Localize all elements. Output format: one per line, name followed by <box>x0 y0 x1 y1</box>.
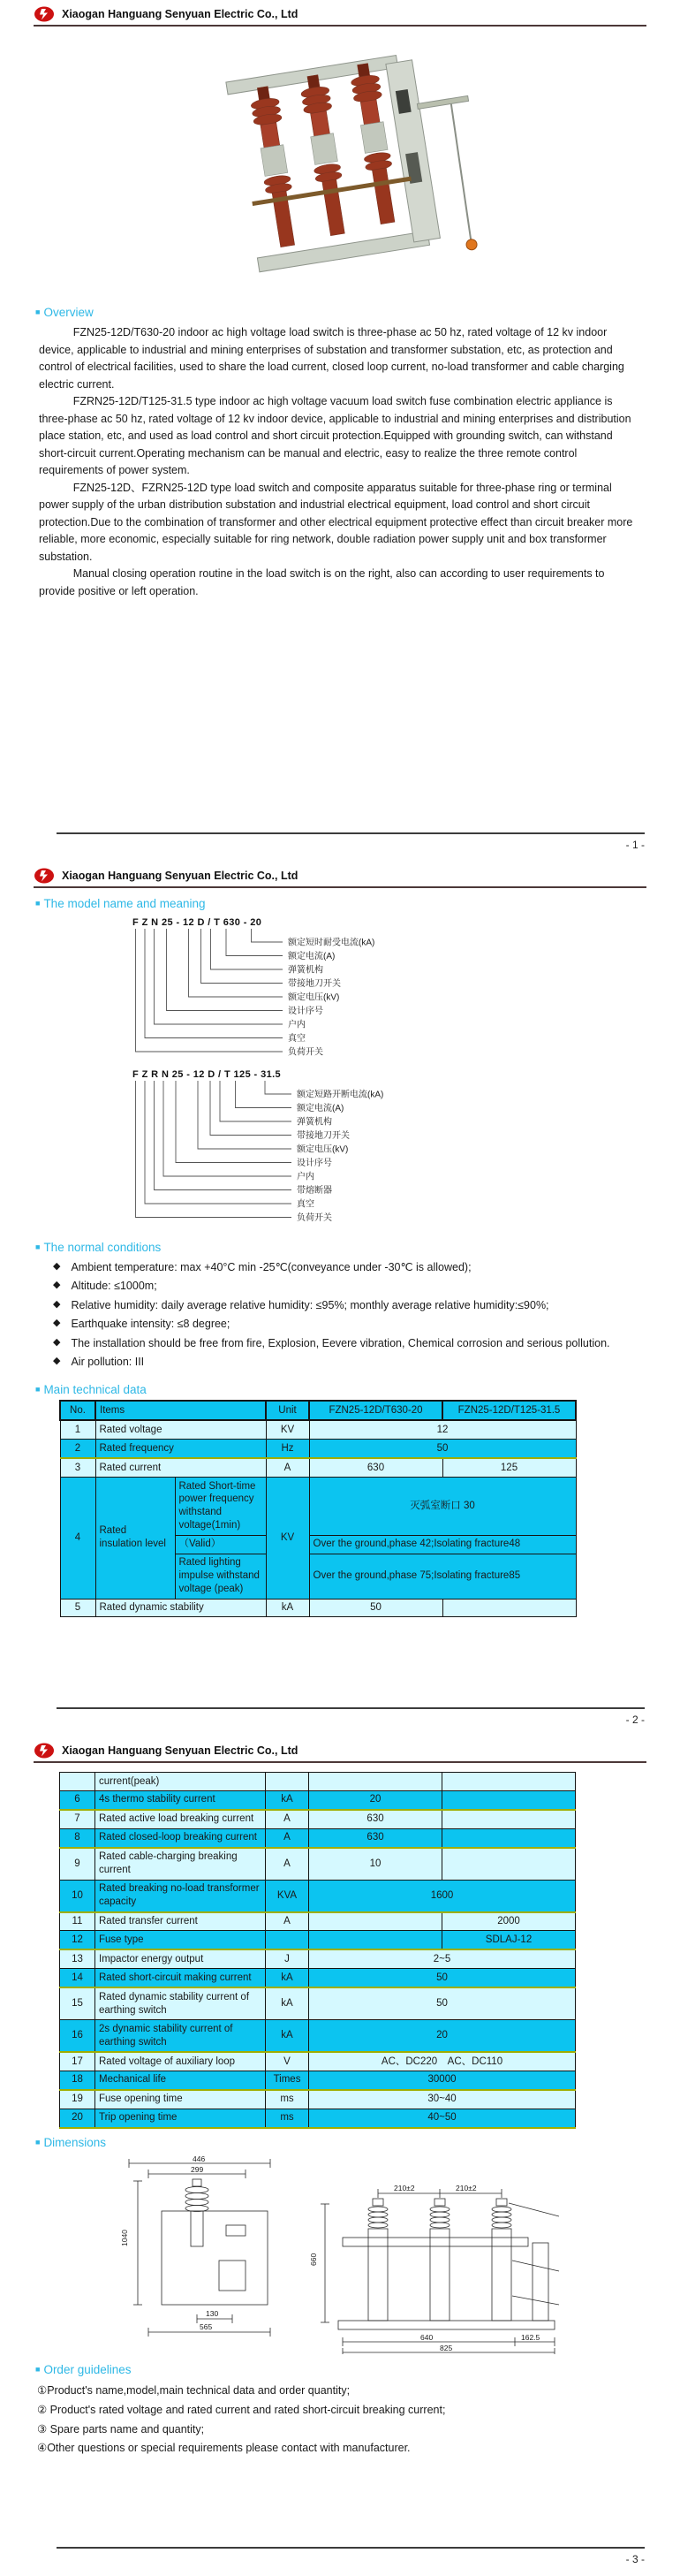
cell-value: 630 <box>309 1810 442 1828</box>
overview-text <box>39 324 643 600</box>
cell-value: SDLAJ-12 <box>442 1931 576 1949</box>
dim-label: 660 <box>309 2253 318 2266</box>
product-photo-illustration <box>194 32 486 295</box>
cell-item: Rated breaking no-load transformer capacity <box>95 1880 266 1911</box>
table-row <box>60 1828 576 1847</box>
model-heading: ■ The model name and meaning <box>35 897 680 910</box>
cell-no: 7 <box>60 1810 95 1828</box>
cell-value <box>442 1828 576 1847</box>
condition-item <box>53 1278 640 1295</box>
table-header-row <box>60 1401 576 1420</box>
company-header <box>34 0 646 27</box>
dim-label: 1040 <box>120 2229 129 2246</box>
cell-value <box>442 1848 576 1880</box>
cell-unit: A <box>266 1828 309 1847</box>
cell-value: 30~40 <box>309 2090 576 2109</box>
table-row <box>60 1912 576 1931</box>
cell-value: 630 <box>309 1458 442 1477</box>
conditions-heading: ■ The normal conditions <box>35 1241 680 1254</box>
table-row <box>60 2109 576 2127</box>
dim-label: 446 <box>193 2154 206 2163</box>
diamond-bullet-icon: ◆ <box>53 1355 61 1366</box>
cell-value <box>442 1599 576 1617</box>
table-row <box>60 1848 576 1880</box>
company-logo-icon <box>34 6 55 22</box>
cell-no: 15 <box>60 1987 95 2019</box>
cell-unit: J <box>266 1949 309 1968</box>
cell-no <box>60 1773 95 1791</box>
order-guidelines-list <box>37 2382 643 2459</box>
condition-text: Relative humidity: daily average relative humidity: ≤95%; monthly average relative humidity:≤90%; <box>71 1298 549 1311</box>
cell-no: 11 <box>60 1912 95 1931</box>
model-label: 户内 <box>297 1172 314 1182</box>
tech-data-table-part2 <box>59 1772 576 2129</box>
cell-subitem: Rated lighting impulse withstand voltage (peak) <box>175 1554 266 1599</box>
cell-no: 9 <box>60 1848 95 1880</box>
table-row <box>60 1880 576 1911</box>
table-row <box>60 1478 576 1536</box>
model-label: 设计序号 <box>288 1007 323 1016</box>
model-label: 弹簧机构 <box>297 1117 332 1128</box>
model-label: 额定电流(A) <box>297 1104 344 1113</box>
model-label: 负荷开关 <box>297 1213 332 1223</box>
dim-label: 130 <box>206 2308 219 2318</box>
cell-item: Fuse type <box>95 1931 266 1949</box>
cell-item: Mechanical life <box>95 2071 266 2089</box>
page-footer <box>57 1707 645 1726</box>
dim-label: 565 <box>200 2321 213 2331</box>
dim-label: 162.5 <box>521 2332 540 2342</box>
cell-no: 13 <box>60 1949 95 1968</box>
condition-item <box>53 1259 640 1276</box>
col-header-model1: FZN25-12D/T630-20 <box>309 1401 442 1420</box>
company-logo-icon <box>34 1743 55 1759</box>
cell-value: 12 <box>309 1420 576 1439</box>
overview-heading: ■ Overview <box>35 306 680 319</box>
cell-item: current(peak) <box>95 1773 266 1791</box>
cell-item: Rated dynamic stability <box>95 1599 266 1617</box>
model-label: 额定电压(kV) <box>288 992 340 1003</box>
cell-no: 8 <box>60 1828 95 1847</box>
cell-unit: KV <box>266 1420 309 1439</box>
cell-value: 20 <box>309 1790 442 1809</box>
cell-item: Rated closed-loop breaking current <box>95 1828 266 1847</box>
model-label: 带接地刀开关 <box>297 1131 350 1141</box>
cell-unit: Times <box>266 2071 309 2089</box>
col-header-unit: Unit <box>266 1401 309 1420</box>
model-label: 真空 <box>297 1199 314 1210</box>
col-header-no: No. <box>60 1401 95 1420</box>
dimensions-heading: ■ Dimensions <box>35 2136 680 2149</box>
cell-unit: V <box>266 2052 309 2071</box>
cell-value: 30000 <box>309 2071 576 2089</box>
table-row <box>60 1931 576 1949</box>
cell-item: Rated voltage <box>95 1420 266 1439</box>
company-name: Xiaogan Hanguang Senyuan Electric Co., Ltd <box>62 8 298 20</box>
cell-value: 125 <box>442 1458 576 1477</box>
cell-value: 40~50 <box>309 2109 576 2127</box>
cell-no: 5 <box>60 1599 95 1617</box>
overview-paragraph: FZN25-12D、FZRN25-12D type load switch and composite apparatus suitable for three-phase ring or terminal power supply of the urban distribution substation and industrial electrical equipment, load control and short circuit protection.Due to the combination of transformer and other electrical equipment protective effect than circuit breaker more reliable, more economic, especially suitable for ring network, double radiation power supply unit and box transformer substation. <box>39 481 633 563</box>
model-label: 户内 <box>288 1020 306 1030</box>
table-row <box>60 1790 576 1809</box>
table-row <box>60 2090 576 2109</box>
overview-paragraph: FZRN25-12D/T125-31.5 type indoor ac high voltage vacuum load switch fuse combination electric appliance is three-phase ac 50 hz, rated voltage of 12 kv indoor device, applicable to industrial and mining enterprises and distribution place station, etc, and used as load control and short circuit protection.Equipped with grounding switch, can withstand short-circuit current.Operating mechanism can be manual and electric, easy to realize the three remote control requirements of power system. <box>39 395 631 476</box>
cell-value: 630 <box>309 1828 442 1847</box>
cell-unit: A <box>266 1458 309 1477</box>
model-code: F Z N 25 - 12 D / T 630 - 20 <box>132 917 262 928</box>
company-name: Xiaogan Hanguang Senyuan Electric Co., Ltd <box>62 870 298 882</box>
col-header-items: Items <box>95 1401 266 1420</box>
cell-unit: KV <box>266 1478 309 1600</box>
condition-item <box>53 1297 640 1314</box>
cell-item: Rated active load breaking current <box>95 1810 266 1828</box>
page-number: - 1 - <box>625 839 645 851</box>
cell-item: Rated transfer current <box>95 1912 266 1931</box>
tech-data-table-part1 <box>59 1400 577 1617</box>
cell-unit: A <box>266 1848 309 1880</box>
table-row <box>60 1987 576 2019</box>
cell-value: 1600 <box>309 1880 576 1911</box>
condition-item <box>53 1354 640 1371</box>
overview-paragraph: Manual closing operation routine in the load switch is on the right, also can according to user requirements to provide positive or left operation. <box>39 567 605 597</box>
model-label: 带接地刀开关 <box>288 979 341 989</box>
condition-text: Air pollution: III <box>71 1355 145 1368</box>
cell-item: 4s thermo stability current <box>95 1790 266 1809</box>
company-logo-icon <box>34 868 55 884</box>
cell-no: 3 <box>60 1458 95 1477</box>
order-item: ③ Spare parts name and quantity; <box>37 2422 205 2435</box>
table-row <box>60 2052 576 2071</box>
cell-subitem: （Valid） <box>175 1535 266 1554</box>
order-item: ④Other questions or special requirements please contact with manufacturer. <box>37 2442 411 2455</box>
model-label: 真空 <box>288 1034 306 1044</box>
table-row <box>60 2071 576 2089</box>
cell-unit: KVA <box>266 1880 309 1911</box>
dim-label: 825 <box>440 2343 453 2352</box>
cell-unit: kA <box>266 1969 309 1987</box>
cell-unit: kA <box>266 1987 309 2019</box>
cell-unit: ms <box>266 2109 309 2127</box>
order-item: ①Product's name,model,main technical data and order quantity; <box>37 2383 351 2397</box>
cell-item: Fuse opening time <box>95 2090 266 2109</box>
table-row <box>60 1599 576 1617</box>
company-header <box>34 1736 646 1763</box>
overview-paragraph: FZN25-12D/T630-20 indoor ac high voltage load switch is three-phase ac 50 hz, rated voltage of 12 kv indoor device, applicable to industrial and mining enterprises of substation and transformer substation, etc, as protection and control of electrical facilities, used to share the load current, closed loop current, no-load transformer and cable charging electric current. <box>39 326 624 391</box>
dim-label: 210±2 <box>456 2183 477 2192</box>
model-label: 额定电压(kV) <box>297 1144 349 1155</box>
dim-label: 640 <box>420 2332 434 2342</box>
cell-value: 50 <box>309 1969 576 1987</box>
cell-no: 17 <box>60 2052 95 2071</box>
cell-unit: Hz <box>266 1440 309 1458</box>
cell-unit: kA <box>266 2020 309 2052</box>
model-label: 带熔断器 <box>297 1186 332 1196</box>
tech-data-heading: ■ Main technical data <box>35 1383 680 1396</box>
table-row <box>60 1420 576 1439</box>
company-header <box>34 862 646 888</box>
diamond-bullet-icon: ◆ <box>53 1336 61 1348</box>
condition-item <box>53 1335 640 1352</box>
model-label: 弹簧机构 <box>288 965 323 976</box>
page-footer <box>57 2547 645 2565</box>
cell-value: 灭弧室断口 30 <box>309 1478 576 1536</box>
model-code: F Z R N 25 - 12 D / T 125 - 31.5 <box>132 1069 282 1080</box>
cell-value <box>309 1773 442 1791</box>
cell-value <box>442 1790 576 1809</box>
cell-unit <box>266 1931 309 1949</box>
cell-unit: A <box>266 1810 309 1828</box>
diamond-bullet-icon: ◆ <box>53 1280 61 1291</box>
model-label: 额定短时耐受电流(kA) <box>288 938 375 948</box>
cell-item: Impactor energy output <box>95 1949 266 1968</box>
cell-value: 10 <box>309 1848 442 1880</box>
cell-no: 6 <box>60 1790 95 1809</box>
model-label: 额定电流(A) <box>288 952 336 961</box>
diamond-bullet-icon: ◆ <box>53 1318 61 1329</box>
cell-item: Rated voltage of auxiliary loop <box>95 2052 266 2071</box>
cell-item: Rated cable-charging breaking current <box>95 1848 266 1880</box>
cell-value: 2~5 <box>309 1949 576 1968</box>
cell-item: Rated short-circuit making current <box>95 1969 266 1987</box>
page-footer <box>57 832 645 851</box>
cell-subitem: Rated Short-time power frequency withstand voltage(1min) <box>175 1478 266 1536</box>
dim-label: 210±2 <box>394 2183 415 2192</box>
cell-unit: kA <box>266 1790 309 1809</box>
cell-value: Over the ground,phase 42;Isolating fracture48 <box>309 1535 576 1554</box>
page-number: - 2 - <box>625 1714 645 1726</box>
table-row <box>60 1949 576 1968</box>
cell-no: 2 <box>60 1440 95 1458</box>
cell-value: AC、DC220 AC、DC110 <box>309 2052 576 2071</box>
cell-unit: kA <box>266 1599 309 1617</box>
cell-value: Over the ground,phase 75;Isolating fracture85 <box>309 1554 576 1599</box>
table-row <box>60 1810 576 1828</box>
dim-label: 299 <box>191 2164 204 2174</box>
cell-no: 14 <box>60 1969 95 1987</box>
cell-no: 18 <box>60 2071 95 2089</box>
table-row <box>60 1773 576 1791</box>
cell-no: 4 <box>60 1478 95 1600</box>
model-label: 负荷开关 <box>288 1047 323 1058</box>
order-item: ② Product's rated voltage and rated current and rated short-circuit breaking current; <box>37 2403 446 2416</box>
table-row <box>60 1969 576 1987</box>
model-label: 设计序号 <box>297 1159 332 1168</box>
cell-unit <box>266 1773 309 1791</box>
cell-value: 20 <box>309 2020 576 2052</box>
page-number: - 3 - <box>625 2553 645 2565</box>
cell-item: Rated dynamic stability current of earthing switch <box>95 1987 266 2019</box>
table-row <box>60 2020 576 2052</box>
product-photo <box>0 32 680 297</box>
conditions-list <box>53 1259 640 1371</box>
model-label: 额定短路开断电流(kA) <box>297 1090 384 1100</box>
cell-no: 12 <box>60 1931 95 1949</box>
condition-text: Ambient temperature: max +40°C min -25℃(conveyance under -30℃ is allowed); <box>71 1261 472 1273</box>
cell-value <box>309 1931 442 1949</box>
diamond-bullet-icon: ◆ <box>53 1261 61 1272</box>
condition-text: Earthquake intensity: ≤8 degree; <box>71 1318 230 1331</box>
model-diagram-1 <box>132 916 503 1060</box>
dimension-drawing <box>113 2154 572 2354</box>
table-row <box>60 1458 576 1477</box>
company-name: Xiaogan Hanguang Senyuan Electric Co., Ltd <box>62 1744 298 1757</box>
cell-value: 2000 <box>442 1912 576 1931</box>
cell-item: Rated frequency <box>95 1440 266 1458</box>
cell-no: 19 <box>60 2090 95 2109</box>
cell-value: 50 <box>309 1599 442 1617</box>
cell-item: Rated current <box>95 1458 266 1477</box>
cell-no: 20 <box>60 2109 95 2127</box>
cell-value <box>309 1912 442 1931</box>
cell-unit: A <box>266 1912 309 1931</box>
col-header-model2: FZN25-12D/T125-31.5 <box>442 1401 576 1420</box>
cell-no: 10 <box>60 1880 95 1911</box>
cell-item: Rated insulation level <box>95 1478 175 1600</box>
condition-text: Altitude: ≤1000m; <box>71 1280 157 1293</box>
model-diagram-2 <box>132 1068 503 1228</box>
page-2 <box>0 862 680 1736</box>
page-1 <box>0 0 680 862</box>
table-row <box>60 1440 576 1458</box>
condition-item <box>53 1316 640 1333</box>
cell-value <box>442 1810 576 1828</box>
cell-no: 16 <box>60 2020 95 2052</box>
page-3 <box>0 1736 680 2576</box>
cell-value: 50 <box>309 1440 576 1458</box>
cell-item: Trip opening time <box>95 2109 266 2127</box>
cell-no: 1 <box>60 1420 95 1439</box>
cell-unit: ms <box>266 2090 309 2109</box>
diamond-bullet-icon: ◆ <box>53 1298 61 1310</box>
cell-value: 50 <box>309 1987 576 2019</box>
cell-value <box>442 1773 576 1791</box>
order-guidelines-heading: ■ Order guidelines <box>35 2363 680 2376</box>
cell-item: 2s dynamic stability current of earthing switch <box>95 2020 266 2052</box>
condition-text: The installation should be free from fire, Explosion, Eevere vibration, Chemical corrosion and serious pollution. <box>71 1336 610 1349</box>
